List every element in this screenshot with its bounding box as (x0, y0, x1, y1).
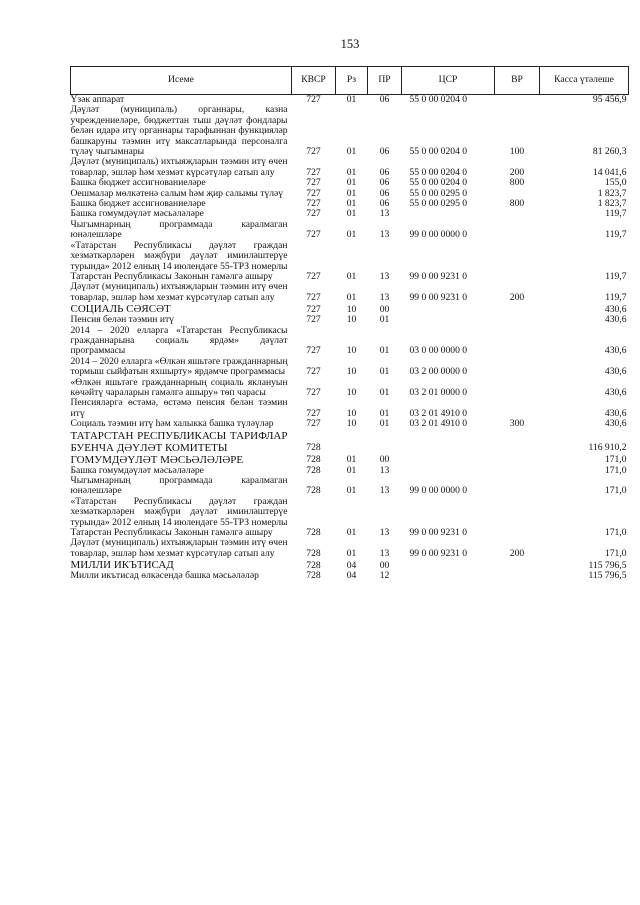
row-rz: 04 (346, 570, 357, 582)
row-sum: 171,0 (604, 464, 627, 476)
row-name: 2014 – 2020 елларга «Татарстан Республикасы гражданнарына социаль ярдәм» дәүләт программасы (70, 324, 288, 357)
row-name: Оешмалар мөлкәтенә салым һәм җир салымы түләү (70, 187, 284, 199)
table-row (71, 419, 629, 429)
row-rz: 01 (346, 187, 357, 199)
row-kvsr: 727 (306, 314, 321, 326)
row-pr: 01 (379, 386, 390, 398)
row-pr: 01 (379, 407, 390, 419)
row-kvsr: 728 (306, 547, 321, 559)
row-name: Үзәк аппарат (70, 94, 125, 105)
table-row (71, 157, 629, 178)
row-name: Башка бюджет ассигнованиеләре (70, 177, 206, 189)
row-pr: 00 (379, 303, 390, 315)
row-kvsr: 727 (306, 303, 321, 315)
row-pr: 13 (379, 485, 390, 497)
row-sum: 116 910,2 (588, 442, 627, 454)
row-csr: 99 0 00 9231 0 (409, 291, 468, 303)
row-sum: 115 796,5 (588, 559, 627, 571)
row-sum: 119,7 (605, 208, 627, 220)
table-header (71, 67, 629, 95)
row-sum: 430,6 (604, 418, 627, 430)
row-pr: 06 (379, 187, 390, 199)
row-name: Пенсия белән тәэмин итү (70, 314, 174, 326)
row-vr (495, 303, 540, 315)
header-sum: Касса үтәлеше (540, 67, 629, 95)
row-pr: 13 (379, 229, 390, 241)
table-row (71, 398, 629, 419)
row-sum: 430,6 (604, 407, 627, 419)
row-vr (495, 476, 540, 497)
row-csr: 55 0 00 0204 0 (409, 166, 468, 178)
row-pr: 06 (379, 198, 390, 210)
row-rz: 01 (346, 198, 357, 210)
row-pr: 12 (379, 570, 390, 582)
row-rz: 01 (346, 527, 357, 539)
row-name: «Татарстан Республикасы дәүләт граждан хезмәткәрләрен мәҗбүри дәүләт иминләштерүе турында» 2012 елның 14 июлендәге 55-ТРЗ номерлы Татарстан Республикасы Законын гамәлгә ашыру (70, 239, 288, 282)
row-csr: 55 0 00 0295 0 (409, 198, 468, 210)
table-row (71, 357, 629, 378)
row-rz: 01 (346, 146, 357, 158)
row-vr (495, 559, 540, 571)
row-vr (495, 357, 540, 378)
row-sum: 430,6 (604, 386, 627, 398)
row-name: СОЦИАЛЬ СӘЯСӘТ (70, 303, 171, 316)
row-vr (495, 497, 540, 539)
row-kvsr: 727 (306, 187, 321, 199)
row-csr: 03 2 01 0000 0 (409, 386, 468, 398)
row-vr (495, 315, 540, 325)
row-name: ТАТАРСТАН РЕСПУБЛИКАСЫ ТАРИФЛАР БУЕНЧА ДӘҮЛӘТ КОМИТЕТЫ (70, 429, 288, 454)
row-pr: 01 (379, 418, 390, 430)
page-number: 153 (340, 37, 360, 51)
row-sum: 430,6 (604, 314, 627, 326)
row-vr (495, 326, 540, 357)
row-pr: 13 (379, 291, 390, 303)
row-kvsr: 728 (306, 442, 321, 454)
row-sum: 171,0 (604, 454, 627, 466)
row-pr: 13 (379, 464, 390, 476)
header-kvsr: КВСР (292, 67, 336, 95)
row-name: Башка гомумдәүләт мәсьәләләре (70, 208, 204, 220)
row-rz: 10 (346, 386, 357, 398)
row-kvsr: 727 (306, 291, 321, 303)
row-rz: 01 (346, 229, 357, 241)
table-body (71, 95, 629, 582)
row-vr: 300 (509, 418, 525, 430)
row-name: Чыгымнарның программада каралмаган юнәлешләре (70, 475, 288, 497)
row-vr (495, 571, 540, 581)
row-pr: 13 (379, 270, 390, 282)
header-pr: ПР (368, 67, 402, 95)
table-row (71, 220, 629, 241)
table-row (71, 571, 629, 581)
table-row (71, 282, 629, 303)
row-sum: 14 041,6 (592, 166, 627, 178)
row-vr: 100 (509, 146, 525, 158)
row-csr (402, 303, 495, 315)
row-sum: 119,7 (605, 229, 627, 241)
row-name: Башка гомумдәүләт мәсьәләләре (70, 464, 204, 476)
row-vr: 200 (509, 291, 525, 303)
row-name: Дәүләт (муниципаль) органнары, казна учреждениеләре, бюджеттан тыш дәүләт фондлары белән идарә итү органнары тарафыннан функцияләр башкаруны тәэмин итү максатларында персоналга түләү чыгымнары (70, 104, 288, 158)
row-kvsr: 727 (306, 386, 321, 398)
row-pr (368, 430, 402, 454)
row-rz (336, 430, 368, 454)
row-kvsr: 727 (306, 418, 321, 430)
row-rz: 10 (346, 314, 357, 326)
row-vr (495, 430, 540, 454)
row-csr: 99 0 00 0000 0 (409, 229, 468, 241)
table-row (71, 105, 629, 157)
row-csr: 55 0 00 0204 0 (409, 177, 468, 189)
row-kvsr: 727 (306, 94, 321, 105)
row-csr (402, 559, 495, 571)
table-row (71, 476, 629, 497)
row-csr (402, 454, 495, 466)
header-csr: ЦСР (402, 67, 495, 95)
row-pr: 01 (379, 314, 390, 326)
row-rz: 01 (346, 485, 357, 497)
row-pr: 06 (379, 177, 390, 189)
row-pr: 13 (379, 527, 390, 539)
row-name: «Татарстан Республикасы дәүләт граждан хезмәткәрләрен мәҗбүри дәүләт иминләштерүе турында» 2012 елның 14 июлендәге 55-ТРЗ номерлы Татарстан Республикасы Законын гамәлгә ашыру (70, 495, 288, 539)
row-csr: 03 0 00 0000 0 (409, 345, 468, 357)
row-sum: 1 823,7 (597, 187, 627, 199)
row-csr (402, 430, 495, 454)
row-sum: 81 260,3 (592, 146, 627, 158)
row-csr (402, 466, 495, 476)
row-sum: 95 456,9 (592, 94, 627, 105)
table-row (71, 454, 629, 466)
row-vr: 800 (509, 198, 525, 210)
row-rz: 10 (346, 303, 357, 315)
row-vr: 800 (509, 177, 525, 189)
row-vr (495, 466, 540, 476)
row-rz: 10 (346, 407, 357, 419)
row-vr (495, 220, 540, 241)
row-rz: 01 (346, 291, 357, 303)
row-rz: 10 (346, 345, 357, 357)
row-kvsr: 727 (306, 208, 321, 220)
row-pr: 06 (379, 94, 390, 105)
row-kvsr: 727 (306, 229, 321, 241)
row-vr: 200 (509, 547, 525, 559)
row-sum: 155,0 (604, 177, 627, 189)
row-sum: 430,6 (604, 303, 627, 315)
row-pr: 00 (379, 559, 390, 571)
row-pr: 01 (379, 345, 390, 357)
row-sum: 119,7 (605, 291, 627, 303)
row-vr (495, 241, 540, 283)
table-row (71, 326, 629, 357)
row-name: МИЛЛИ ИКЪТИСАД (70, 559, 174, 572)
row-csr: 55 0 00 0204 0 (409, 94, 468, 105)
row-kvsr: 728 (306, 570, 321, 582)
row-kvsr: 728 (306, 464, 321, 476)
row-rz: 01 (346, 177, 357, 189)
row-rz: 10 (346, 418, 357, 430)
row-csr (402, 209, 495, 219)
row-kvsr: 727 (306, 166, 321, 178)
row-kvsr: 728 (306, 527, 321, 539)
row-kvsr: 727 (306, 177, 321, 189)
row-rz: 01 (346, 464, 357, 476)
row-pr: 00 (379, 454, 390, 466)
row-sum: 430,6 (604, 366, 627, 378)
row-name: Дәүләт (муниципаль) ихтыяҗларын тәэмин итү өчен товарлар, эшләр һәм хезмәт күрсәтүләр сатып алу (70, 281, 288, 303)
row-rz: 01 (346, 94, 357, 105)
row-name: Башка бюджет ассигнованиеләре (70, 198, 206, 210)
table-row (71, 315, 629, 325)
row-sum: 171,0 (604, 527, 627, 539)
header-rz: Рз (336, 67, 368, 95)
row-csr: 03 2 01 4910 0 (409, 418, 468, 430)
table-row (71, 241, 629, 283)
row-name: Социаль тәэмин итү һәм халыкка башка түләүләр (70, 418, 274, 430)
row-name: ГОМУМДӘҮЛӘТ МӘСЬӘЛӘЛӘРЕ (70, 453, 244, 466)
row-rz: 01 (346, 270, 357, 282)
row-sum: 430,6 (604, 345, 627, 357)
row-csr: 99 0 00 9231 0 (409, 547, 468, 559)
row-rz: 01 (346, 208, 357, 220)
row-csr (402, 315, 495, 325)
row-kvsr: 728 (306, 559, 321, 571)
row-name: Чыгымнарның программада каралмаган юнәлешләре (70, 218, 288, 241)
row-csr: 99 0 00 9231 0 (409, 270, 468, 282)
row-name: «Өлкән яшьтәге гражданнарның социаль яклануын көчәйтү чараларын гамәлгә ашыру» төп чарасы (70, 376, 288, 398)
row-rz: 10 (346, 366, 357, 378)
row-vr (495, 209, 540, 219)
table-row (71, 497, 629, 539)
row-kvsr: 727 (306, 345, 321, 357)
table-row (71, 378, 629, 399)
row-rz: 01 (346, 547, 357, 559)
row-pr: 13 (379, 208, 390, 220)
row-kvsr: 727 (306, 407, 321, 419)
table-row (71, 538, 629, 559)
row-sum: 119,7 (605, 270, 627, 282)
row-kvsr: 727 (306, 270, 321, 282)
row-rz: 04 (346, 559, 357, 571)
row-vr (495, 378, 540, 399)
row-pr: 06 (379, 166, 390, 178)
row-name: Дәүләт (муниципаль) ихтыяҗларын тәэмин итү өчен товарлар, эшләр һәм хезмәт күрсәтүләр сатып алу (70, 156, 288, 178)
row-kvsr: 727 (306, 146, 321, 158)
row-vr: 200 (509, 166, 525, 178)
row-pr: 06 (379, 146, 390, 158)
row-rz: 01 (346, 166, 357, 178)
row-kvsr: 727 (306, 198, 321, 210)
row-csr: 55 0 00 0295 0 (409, 187, 468, 199)
row-csr (402, 571, 495, 581)
row-name: Дәүләт (муниципаль) ихтыяҗларын тәэмин итү өчен товарлар, эшләр һәм хезмәт күрсәтүләр сатып алу (70, 537, 288, 559)
row-sum: 115 796,5 (588, 570, 627, 582)
table-row (71, 430, 629, 454)
row-csr: 03 2 01 4910 0 (409, 407, 468, 419)
row-rz: 01 (346, 454, 357, 466)
budget-table (70, 66, 629, 582)
row-name: Пенсияләргә өстәмә, өстәмә пенсия белән тәэмин итү (70, 397, 288, 419)
row-kvsr: 728 (306, 485, 321, 497)
row-sum: 171,0 (604, 485, 627, 497)
row-kvsr: 728 (306, 454, 321, 466)
row-pr: 13 (379, 547, 390, 559)
row-vr (495, 95, 540, 106)
row-pr: 01 (379, 366, 390, 378)
row-csr: 99 0 00 0000 0 (409, 485, 468, 497)
row-name: 2014 – 2020 елларга «Өлкән яшьтәге гражданнарның тормыш сыйфатын яхшырту» ярдәмче программасы (70, 355, 288, 378)
row-sum: 171,0 (604, 547, 627, 559)
row-name: Милли икътисад өлкәсендә башка мәсьәләләр (70, 570, 259, 582)
row-vr (495, 454, 540, 466)
row-csr: 03 2 00 0000 0 (409, 366, 468, 378)
row-vr (495, 398, 540, 419)
row-sum: 1 823,7 (597, 198, 627, 210)
row-kvsr: 727 (306, 366, 321, 378)
header-vr: ВР (495, 67, 540, 95)
row-csr: 99 0 00 9231 0 (409, 527, 468, 539)
header-name: Исеме (71, 67, 292, 95)
row-csr: 55 0 00 0204 0 (409, 146, 468, 158)
